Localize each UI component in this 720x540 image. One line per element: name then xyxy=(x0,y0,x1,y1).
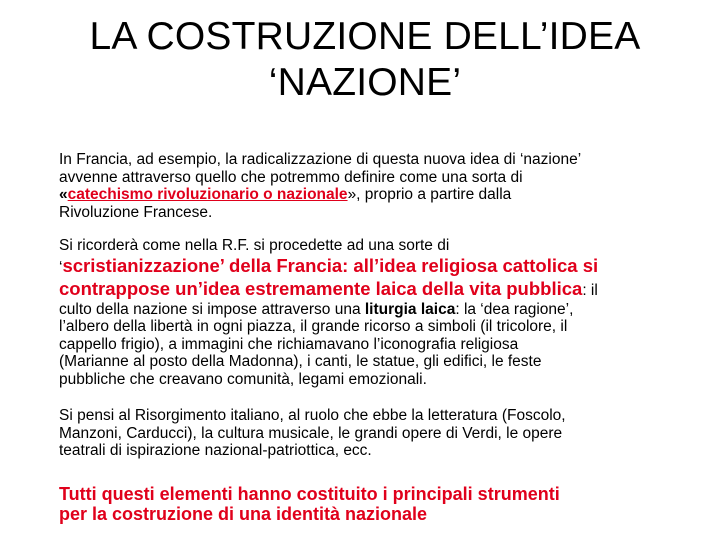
paragraph2-line-7: (Marianne al posto della Madonna), i canti, le statue, gli edifici, le feste xyxy=(59,353,542,370)
paragraph2-line-4-start: culto della nazione si impose attraverso una xyxy=(59,300,365,318)
open-guillemet: « xyxy=(59,186,68,203)
paragraph1-line-2: avvenne attraverso quello che potremmo definire come una sorta di xyxy=(59,168,523,186)
paragraph2-line-3 xyxy=(59,278,669,301)
paragraph2-line-6: cappello frigio), a immagini che richiamavano l’iconografia religiosa xyxy=(59,335,519,353)
title-line-2: ‘NAZIONE’ xyxy=(268,61,462,104)
paragraph1-line-3-rest: », proprio a partire dalla xyxy=(347,186,512,203)
paragraph-risorgimento xyxy=(59,407,669,460)
conclusion-paragraph xyxy=(59,484,669,524)
slide-title xyxy=(30,14,700,106)
paragraph1-line-4: Rivoluzione Francese. xyxy=(59,203,213,221)
highlight-laica: contrappose un’idea estremamente laica della vita pubblica xyxy=(59,277,583,299)
paragraph3-line-3: teatrali di ispirazione nazional-patriottica, ecc. xyxy=(59,442,372,459)
paragraph2-line-4-rest: : la ‘dea ragione’, xyxy=(455,300,574,318)
paragraph-francia xyxy=(59,151,669,221)
paragraph-rivoluzione xyxy=(59,237,669,388)
highlight-scristianizzazione: scristianizzazione’ della Francia: all’idea religiosa cattolica si xyxy=(62,254,599,276)
conclusion-line-1: Tutti questi elementi hanno costituito i principali strumenti xyxy=(59,484,560,504)
title-line-1: LA COSTRUZIONE DELL’IDEA xyxy=(89,15,641,58)
paragraph2-line-8: pubbliche che creavano comunità, legami emozionali. xyxy=(59,370,427,388)
paragraph2-line-2 xyxy=(59,255,669,278)
opening-quote: ‘ xyxy=(59,258,63,276)
paragraph2-line-5: l’albero della libertà in ogni piazza, il grande ricorso a simboli (il tricolore, il xyxy=(59,318,568,335)
paragraph3-line-2: Manzoni, Carducci), la cultura musicale, le grandi opere di Verdi, le opere xyxy=(59,424,563,442)
paragraph2-line-3-rest: : il xyxy=(582,281,598,299)
conclusion-line-2: per la costruzione di una identità nazionale xyxy=(59,504,428,524)
paragraph3-line-1: Si pensi al Risorgimento italiano, al ruolo che ebbe la letteratura (Foscolo, xyxy=(59,407,566,424)
paragraph1-line-3 xyxy=(59,186,669,204)
highlight-liturgia: liturgia laica xyxy=(364,300,456,318)
paragraph1-line-1: In Francia, ad esempio, la radicalizzazione di questa nuova idea di ‘nazione’ xyxy=(59,151,582,168)
highlight-catechismo: catechismo rivoluzionario o nazionale xyxy=(67,186,348,203)
paragraph2-line-4 xyxy=(59,301,669,319)
paragraph2-line-1: Si ricorderà come nella R.F. si procedette ad una sorte di xyxy=(59,237,450,254)
